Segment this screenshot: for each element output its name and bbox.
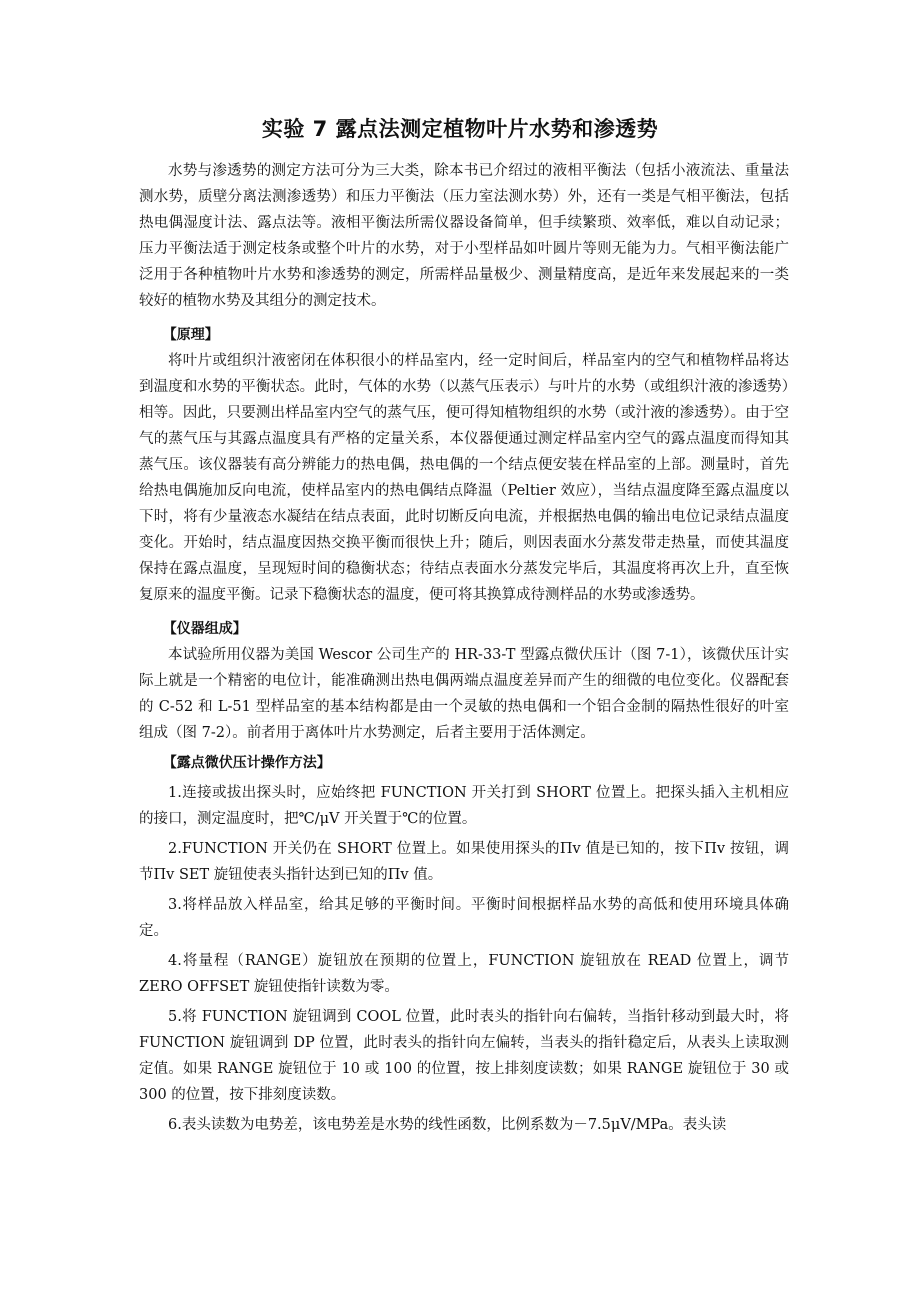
operation-step: 6.表头读数为电势差，该电势差是水势的线性函数，比例系数为－7.5μV/MPa。表头读: [168, 1117, 727, 1133]
operation-heading: 【露点微伏压计操作方法】: [162, 755, 331, 771]
page-title: 实验 7 露点法测定植物叶片水势和渗透势: [261, 117, 659, 141]
principle-heading: 【原理】: [162, 327, 219, 343]
principle-paragraph: 将叶片或组织汁液密闭在体积很小的样品室内，经一定时间后，样品室内的空气和植物样品将达到温度和水势的平衡状态。此时，气体的水势（以蒸气压表示）与叶片的水势（或组织汁液的渗透势）相等。因此，只要测出样品室内空气的蒸气压，便可得知植物组织的水势（或汁液的渗透势）。由于空气的蒸气压与其露点温度具有严格的定量关系，本仪器便通过测定样品室内空气的露点温度而得知其蒸气压。该仪器装有高分辨能力的热电偶，热电偶的一个结点便安装在样品室的上部。测量时，首先给热电偶施加反向电流，使样品室内的热电偶结点降温（Peltier 效应），当结点温度降至露点温度以下时，将有少量液态水凝结在结点表面，此时切断反向电流，并根据热电偶的输出电位记录结点温度变化。开始时，结点温度因热交换平衡而很快上升；随后，则因表面水分蒸发带走热量，而使其温度保持在露点温度，呈现短时间的稳衡状态；待结点表面水分蒸发完毕后，其温度将再次上升，直至恢复原来的温度平衡。记录下稳衡状态的温度，便可将其换算成待测样品的水势或渗透势。: [139, 353, 789, 603]
instrument-paragraph: 本试验所用仪器为美国 Wescor 公司生产的 HR-33-T 型露点微伏压计（图 7-1），该微伏压计实际上就是一个精密的电位计，能准确测出热电偶两端点温度差异而产生的细微的电位变化。仪器配套的 C-52 和 L-51 型样品室的基本结构都是由一个灵敏的热电偶和一个铝合金制的隔热性很好的叶室组成（图 7-2）。前者用于离体叶片水势测定，后者主要用于活体测定。: [139, 647, 789, 741]
operation-step: 3.将样品放入样品室，给其足够的平衡时间。平衡时间根据样品水势的高低和使用环境具体确定。: [139, 897, 789, 939]
document-body: [139, 158, 789, 1138]
intro-paragraph: 水势与渗透势的测定方法可分为三大类，除本书已介绍过的液相平衡法（包括小液流法、重量法测水势，质壁分离法测渗透势）和压力平衡法（压力室法测水势）外，还有一类是气相平衡法，包括热电偶湿度计法、露点法等。液相平衡法所需仪器设备简单，但手续繁琐、效率低，难以自动记录；压力平衡法适于测定枝条或整个叶片的水势，对于小型样品如叶圆片等则无能为力。气相平衡法能广泛用于各种植物叶片水势和渗透势的测定，所需样品量极少、测量精度高，是近年来发展起来的一类较好的植物水势及其组分的测定技术。: [139, 163, 789, 309]
operation-step: 1.连接或拔出探头时，应始终把 FUNCTION 开关打到 SHORT 位置上。把探头插入主机相应的接口，测定温度时，把℃/μV 开关置于℃的位置。: [139, 785, 789, 827]
operation-step: 5.将 FUNCTION 旋钮调到 COOL 位置，此时表头的指针向右偏转，当指针移动到最大时，将 FUNCTION 旋钮调到 DP 位置，此时表头的指针向左偏转，当表头的指针稳定后，从表头上读取测定值。如果 RANGE 旋钮位于 10 或 100 的位置，按上排刻度读数；如果 RANGE 旋钮位于 30 或 300 的位置，按下排刻度读数。: [139, 1009, 789, 1103]
instrument-heading: 【仪器组成】: [162, 621, 247, 637]
operation-step: 2.FUNCTION 开关仍在 SHORT 位置上。如果使用探头的Πv 值是已知的，按下Πv 按钮，调节Πv SET 旋钮使表头指针达到已知的Πv 值。: [139, 841, 789, 883]
operation-step: 4.将量程（RANGE）旋钮放在预期的位置上，FUNCTION 旋钮放在 READ 位置上，调节 ZERO OFFSET 旋钮使指针读数为零。: [139, 953, 789, 995]
